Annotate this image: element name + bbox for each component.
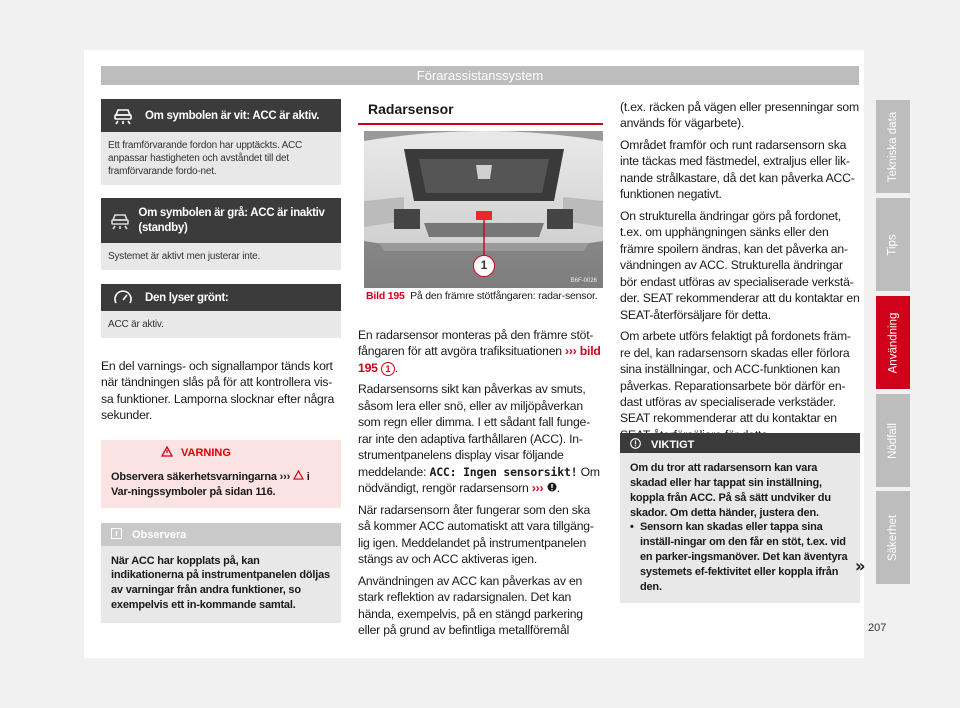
symbol-title: Den lyser grönt: xyxy=(145,291,229,304)
warning-link[interactable]: i Var-ningssymboler på sidan 116. xyxy=(111,470,310,498)
caption-text: På den främre stötfångaren: radar-sensor. xyxy=(410,290,598,302)
figure-car-front xyxy=(364,131,603,288)
note-label: Observera xyxy=(132,528,187,541)
tab-nodfall[interactable] xyxy=(876,394,910,487)
tab-label: Tips xyxy=(887,233,899,256)
warning-header xyxy=(101,440,341,464)
warning-triangle-icon xyxy=(161,446,173,460)
page-header: Förarassistanssystem xyxy=(101,66,859,85)
important-label: VIKTIGT xyxy=(651,439,695,451)
paragraph: (t.ex. räcken på vägen eller presenningar som används för vägarbete). xyxy=(620,100,859,131)
tab-sakerhet[interactable] xyxy=(876,491,910,584)
middle-column xyxy=(358,99,603,125)
paragraph: On strukturella ändringar görs på fordonet, t.ex. om upphängningen sänks eller den främre spoilern ändras, kan det påverka an-vändningen av ACC. Strukturella ändringar bör endast utföras av specialiserade verkstä-der. SEAT rekommenderar att du kontaktar en SEAT-återförsäljare för detta. xyxy=(620,208,860,322)
caption-label: Bild 195 xyxy=(366,290,405,302)
important-text xyxy=(620,453,860,603)
warning-triangle-icon xyxy=(293,471,304,483)
paragraph: Användningen av ACC kan påverkas av en stark reflektion av radarsignalen. Det kan hända, exempelvis, på en stängd parkering eller på grund av befintliga metallföremål xyxy=(358,573,583,638)
tab-label: Användning xyxy=(887,312,899,373)
paragraph: Radarsensorns sikt kan påverkas av smuts, såsom lera eller snö, eller av miljöpåverkan som regn eller dimma. I ett sådant fall funge-rar inte den adaptiva farthållaren (ACC). In-strumentpanelens display visar följande meddelande: ACC: Ingen sensorsikt! Om nödvändigt, rengör radarsensorn ››› . xyxy=(358,382,600,496)
alert-circle-icon xyxy=(630,438,641,452)
figure-code: B6F-0026 xyxy=(570,278,597,284)
bullet-marker: • xyxy=(630,521,634,534)
warning-text-a: Observera säkerhetsvarningarna ››› xyxy=(111,470,291,483)
tab-tips[interactable] xyxy=(876,198,910,291)
tab-anvandning[interactable] xyxy=(876,296,910,389)
paragraph-text: En radarsensor monteras på den främre stöt-fångaren för att avgöra trafiksituationen xyxy=(358,328,594,359)
figure-link[interactable]: ››› bild 195 xyxy=(358,344,601,375)
page-number: 207 xyxy=(868,622,887,634)
speedometer-icon xyxy=(101,290,145,306)
figure-caption xyxy=(366,290,603,304)
important-paragraph: Om du tror att radarsensorn kan vara skadad eller har tappat sin inställning, koppla från ACC. På så sätt undviker du skador. Om detta händer, justera den. xyxy=(630,462,831,519)
note-text: När ACC har kopplats på, kan indikationerna på instrumentpanelen döljas av varningar från andra funktioner, so exempelvis ett in-kommande samtal. xyxy=(101,546,341,623)
tab-label: Säkerhet xyxy=(887,514,899,561)
paragraph xyxy=(358,327,603,376)
symbol-box-grey xyxy=(101,198,341,243)
paragraph: Om arbete utförs felaktigt på fordonets främ-re del, kan radarsensorn skadas eller förlora sina inställningar, och ACC-funktionen kan påverkas. Reparationsarbete bör därför en-dast utföras av specialiserade verkstäder. SEAT rekommenderar att du kontaktar en xyxy=(620,329,851,426)
warning-label: VARNING xyxy=(181,446,231,459)
note-header xyxy=(101,523,341,546)
punctuation: . xyxy=(394,360,399,375)
acc-car-standby-icon xyxy=(101,212,138,230)
paragraph: Området framför och runt radarsensorn ska inte täckas med fästmedel, extraljus eller lik-nande strålkastare, då det kan påverka ACC-funktionen negativt. xyxy=(620,137,855,202)
symbol-box-green xyxy=(101,284,341,311)
symbol-title: Om symbolen är grå: ACC är inaktiv (standby) xyxy=(138,206,325,234)
tab-label: Tekniska data xyxy=(887,111,900,182)
warning-box xyxy=(101,440,341,508)
paragraph-text: Om nödvändigt, rengör radarsensorn xyxy=(358,464,600,496)
display-message: ACC: Ingen sensorsikt! xyxy=(429,464,578,479)
figure-callout: 1 xyxy=(473,255,495,277)
symbol-box-white xyxy=(101,99,341,132)
continue-marker: » xyxy=(855,556,866,577)
intro-paragraph: En del varnings- och signallampor tänds kort när tändningen slås på för att kontrollera vis-sa funktioner. Lamporna slocknar efter några sekunder. xyxy=(101,359,335,423)
bullet-text: Sensorn kan skadas eller tappa sina inställ-ningar om den får en stöt, t.ex. vid en parker-ingsmanöver. Det kan äventyra systemets ef-fektivitet eller koppla ifrån den. xyxy=(640,521,848,593)
symbol-text: ACC är aktiv. xyxy=(101,311,341,338)
symbol-text: Ett framförvarande fordon har upptäckts. ACC anpassar hastigheten och avståndet till det framförvarande fordo-net. xyxy=(101,132,341,185)
left-column xyxy=(101,99,341,623)
alert-circle-icon xyxy=(547,481,557,495)
tab-label: Nödfall xyxy=(887,422,899,459)
section-title: Radarsensor xyxy=(358,99,603,125)
paragraph-text: Radarsensorns sikt kan påverkas av smuts, såsom lera eller snö, eller av miljöpåverkan som regn eller dimma. I ett sådant fall funge-rar inte den adaptiva farthållaren (ACC). In-strumentpanelens display visar följande meddelande: xyxy=(358,382,590,479)
important-bullet xyxy=(630,520,850,594)
symbol-text: Systemet är aktivt men justerar inte. xyxy=(101,243,341,270)
paragraph: När radarsensorn åter fungerar som den ska så kommer ACC automatiskt att vara tillgäng-lig igen. Meddelandet på instrumentpanelen stängs av och ACC aktiveras igen. xyxy=(358,502,594,567)
tab-tekniska-data[interactable] xyxy=(876,100,910,193)
note-box xyxy=(101,523,341,623)
info-square-icon xyxy=(111,528,122,542)
warning-link[interactable]: ››› xyxy=(531,481,544,496)
warning-text xyxy=(101,464,341,508)
symbol-title: Om symbolen är vit: ACC är aktiv. xyxy=(145,109,320,122)
middle-text xyxy=(358,327,603,643)
right-text xyxy=(620,99,860,448)
acc-car-icon xyxy=(101,107,145,125)
callout-number: 1 xyxy=(381,362,395,376)
